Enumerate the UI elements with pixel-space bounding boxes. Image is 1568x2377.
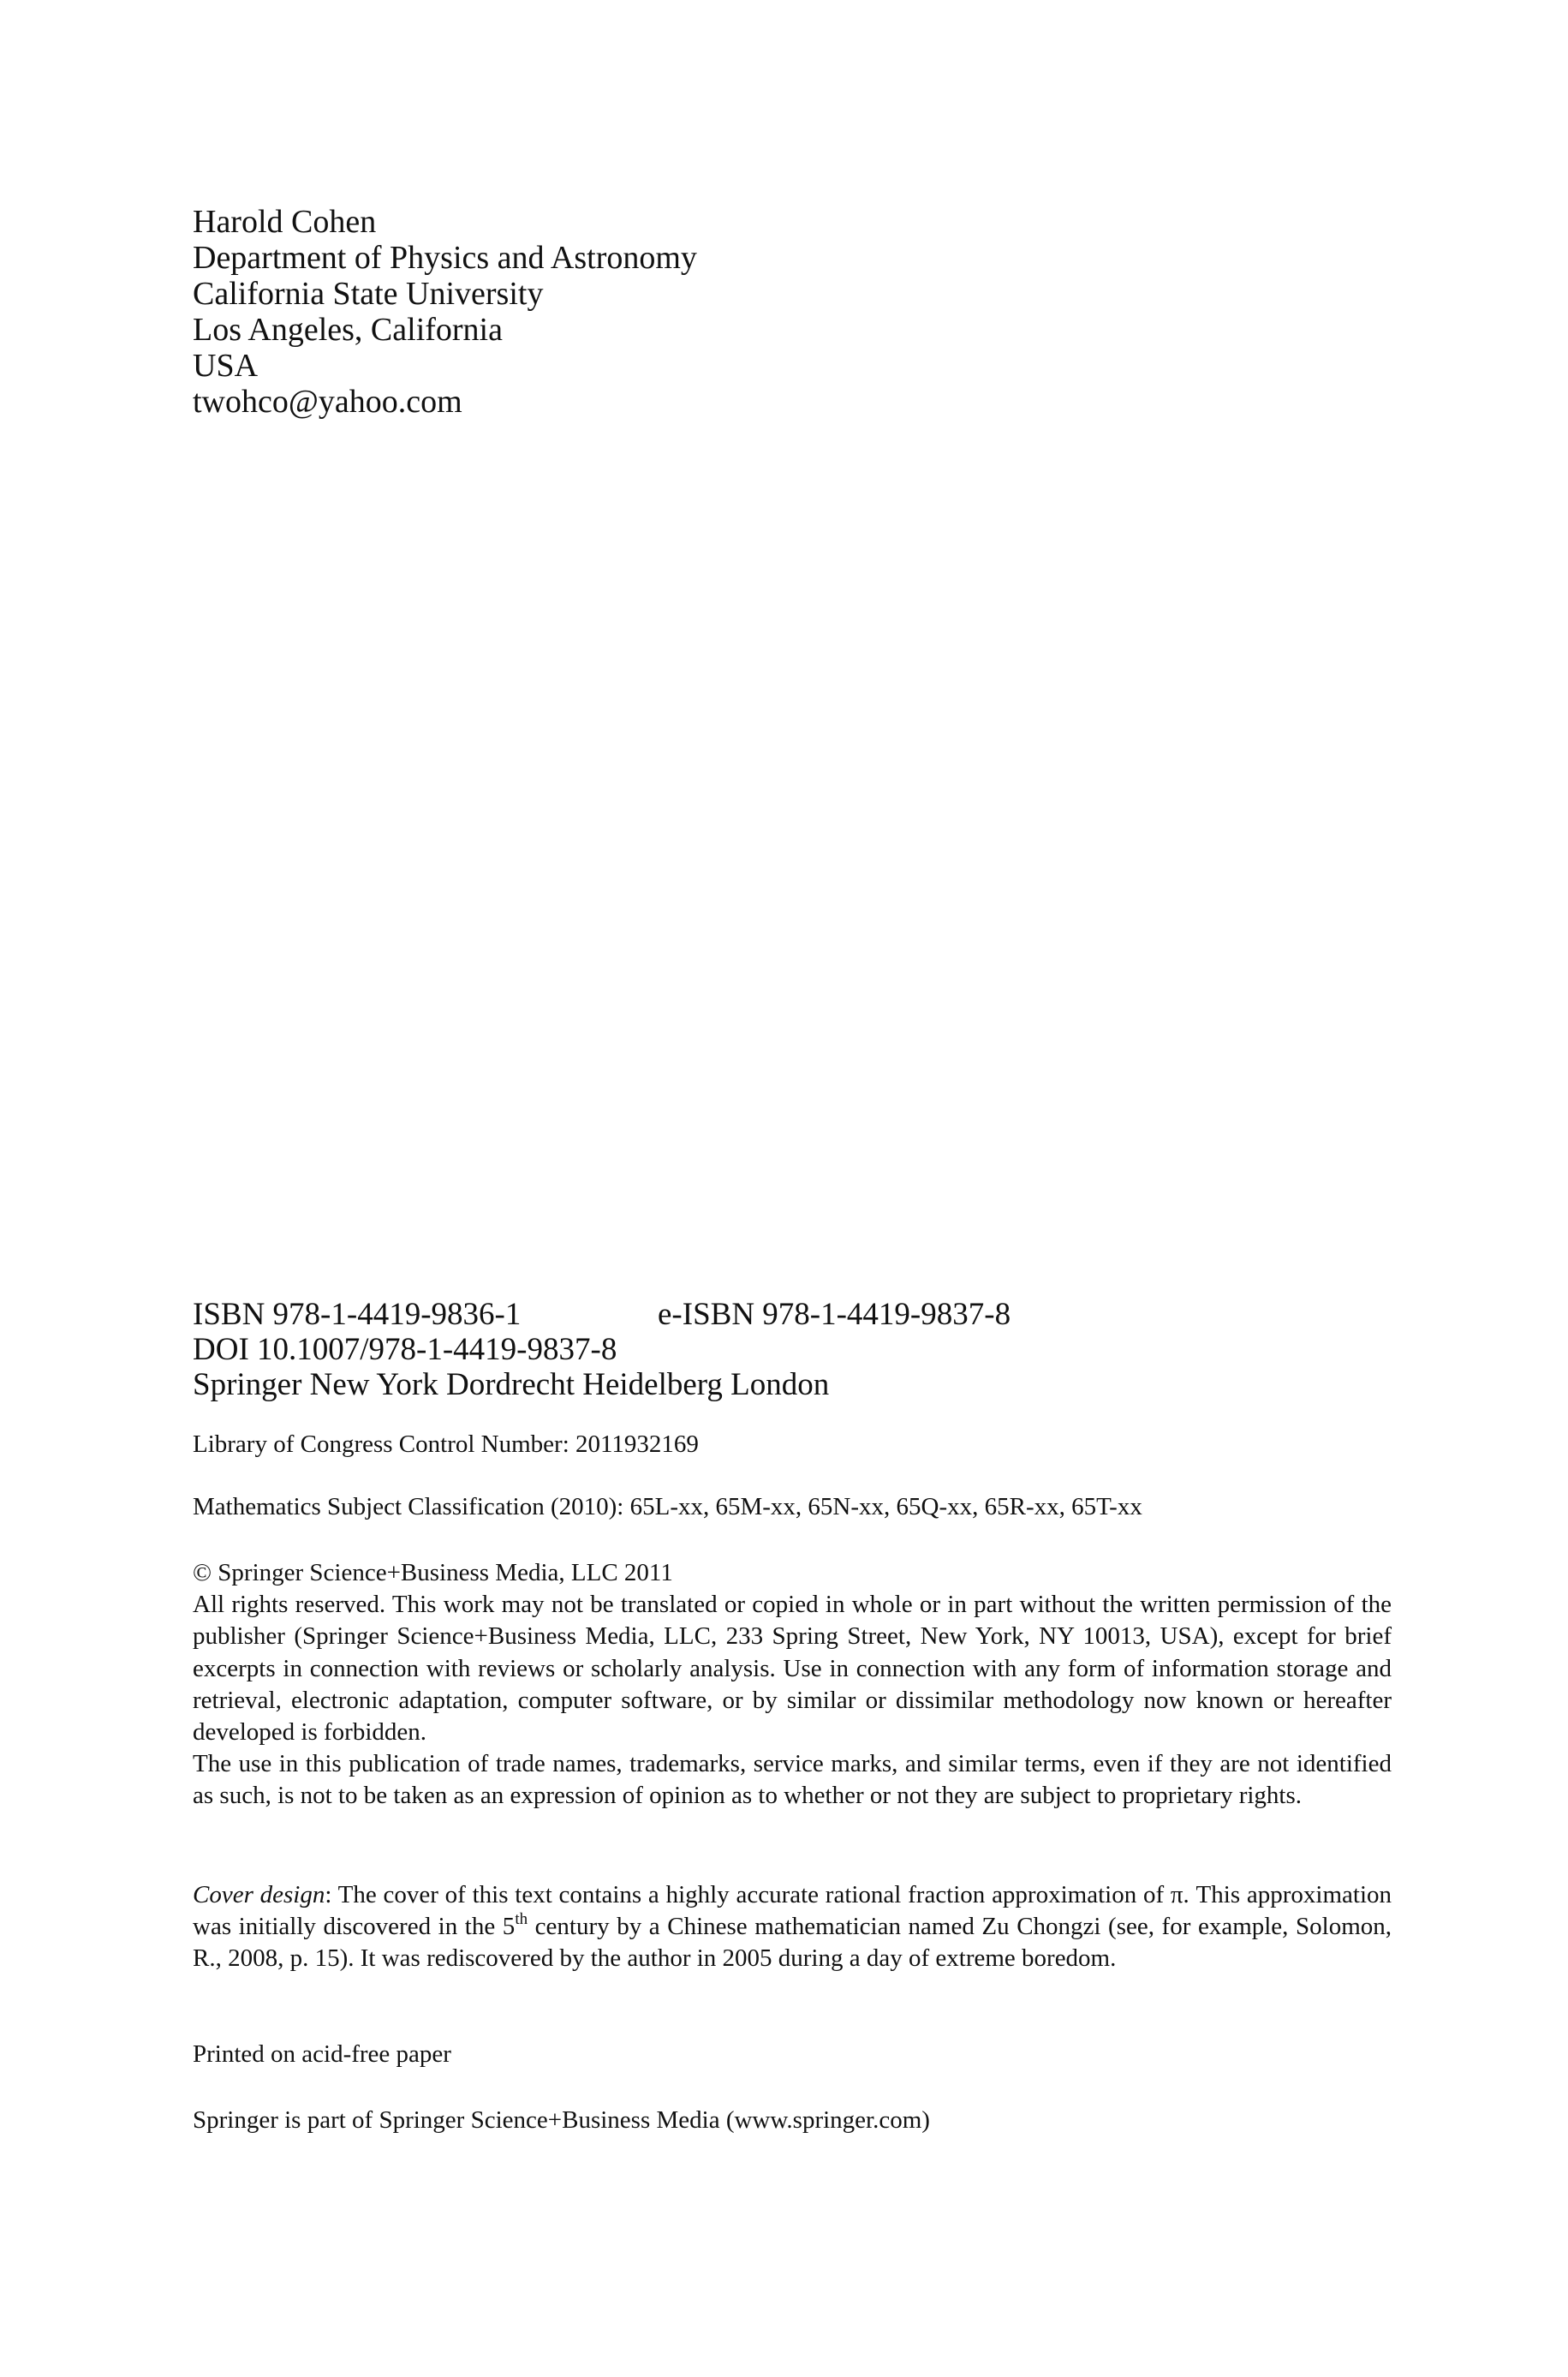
acid-free-paper-note: Printed on acid-free paper (193, 2040, 451, 2068)
springer-note: Springer is part of Springer Science+Business Media (www.springer.com) (193, 2106, 930, 2134)
msc-line: Mathematics Subject Classification (2010): 65L-xx, 65M-xx, 65N-xx, 65Q-xx, 65R-xx, 65T-xx (193, 1493, 1142, 1520)
author-name: Harold Cohen (193, 204, 377, 240)
author-department: Department of Physics and Astronomy (193, 240, 697, 276)
author-country: USA (193, 348, 259, 384)
cover-design-label: Cover design (193, 1881, 325, 1908)
copyright-block (193, 1557, 1392, 1813)
doi: DOI 10.1007/978-1-4419-9837-8 (193, 1332, 617, 1367)
isbn-electronic: e-ISBN 978-1-4419-9837-8 (658, 1297, 1011, 1332)
rights-paragraph: All rights reserved. This work may not be translated or copied in whole or in part without the written permission of the publisher (Springer Science+Business Media, LLC, 233 Spring Street, New York, NY 10013, USA), except for brief excerpts in connection with reviews or scholarly analysis. Use in connection with any form of information storage and retrieval, electronic adaptation, computer software, or by similar or dissimilar methodology now known or hereafter developed is forbidden. (193, 1591, 1392, 1747)
publisher-locations: Springer New York Dordrecht Heidelberg London (193, 1367, 830, 1402)
isbn-block (193, 1297, 1011, 1402)
cover-design-block (193, 1879, 1392, 1975)
author-city: Los Angeles, California (193, 312, 503, 348)
lccn-line: Library of Congress Control Number: 2011932169 (193, 1430, 699, 1458)
cover-design-paragraph (193, 1879, 1392, 1975)
cover-design-text-2: century by a Chinese mathematician named Zu Chongzi (see, for example, Solomon, R., 2008, p. 15). It was rediscovered by the author in 2005 during a day of extreme boredom. (193, 1913, 1392, 1973)
author-address-block (193, 204, 697, 420)
cover-design-superscript: th (515, 1910, 528, 1929)
isbn-row (193, 1297, 1011, 1332)
cover-design-text-1: : The cover of this text contains a highly accurate rational fraction approximation of π. This approximation was initially discovered in the 5 (193, 1881, 1392, 1941)
copyright-line: © Springer Science+Business Media, LLC 2011 (193, 1559, 673, 1586)
trademarks-paragraph: The use in this publication of trade names, trademarks, service marks, and similar terms, even if they are not identified as such, is not to be taken as an expression of opinion as to whether or not they are subject to proprietary rights. (193, 1750, 1392, 1810)
isbn-print: ISBN 978-1-4419-9836-1 (193, 1297, 522, 1332)
author-university: California State University (193, 276, 544, 312)
author-email: twohco@yahoo.com (193, 384, 462, 420)
